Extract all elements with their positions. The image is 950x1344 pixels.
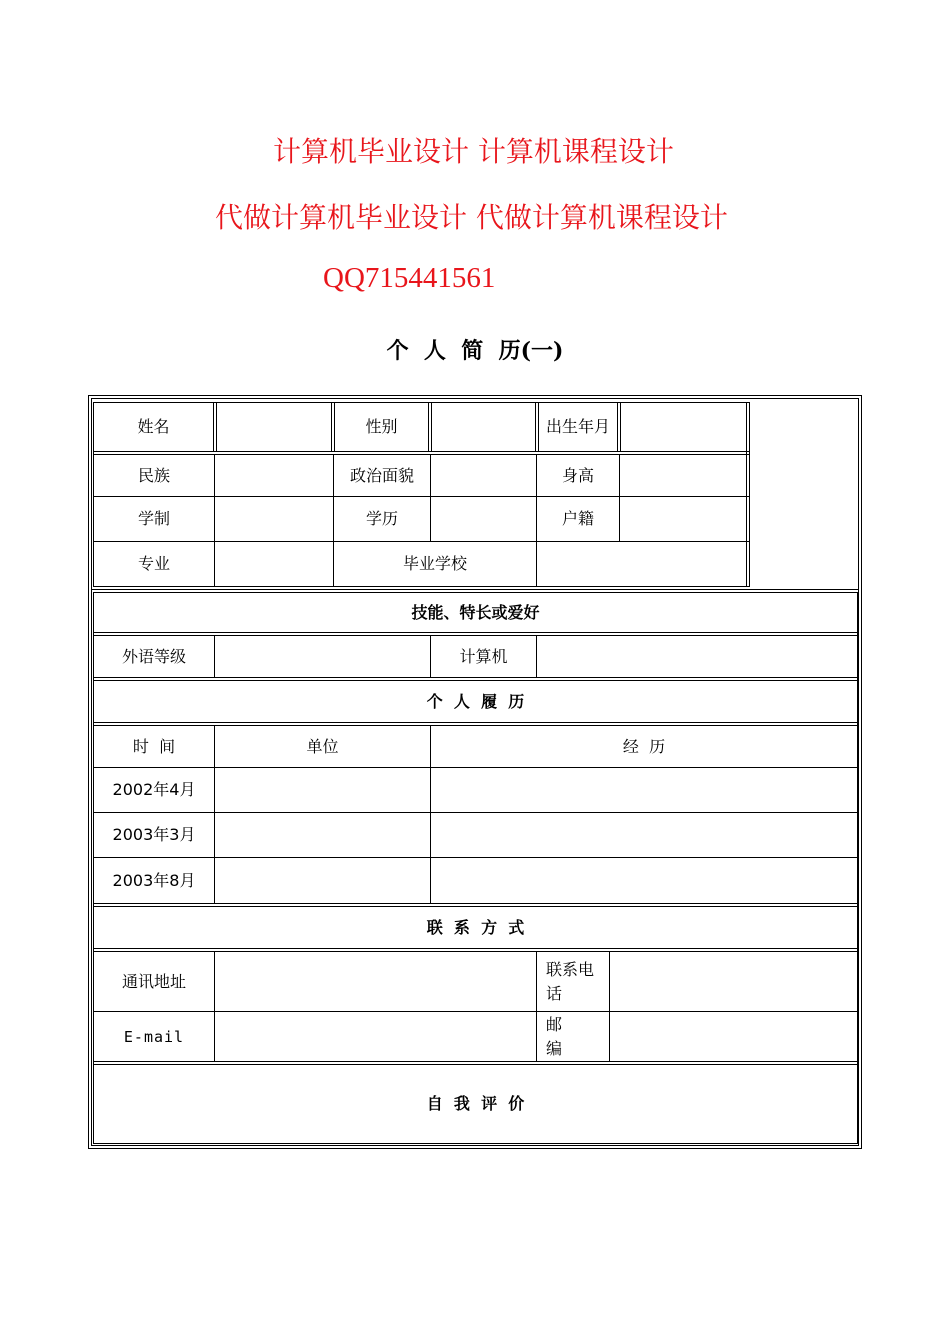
name-field[interactable] [217,403,331,451]
birth-field[interactable] [621,403,746,451]
ad-line-2: 代做计算机毕业设计 代做计算机课程设计 [215,201,728,234]
major-field[interactable] [215,542,333,586]
label-gender: 性别 [365,417,398,436]
label-political: 政治面貌 [349,465,414,485]
computer-field[interactable] [537,636,857,677]
label-education: 学历 [365,509,398,528]
history-row-time: 2003年3月 [112,825,196,844]
label-computer: 计算机 [459,646,508,666]
label-name: 姓名 [137,417,170,436]
label-major: 专业 [137,554,170,573]
history-row-exp[interactable] [431,768,857,812]
height-field[interactable] [620,455,746,496]
history-row-unit[interactable] [215,768,430,812]
ad-line-1: 计算机毕业设计 计算机课程设计 [273,135,674,168]
history-row-unit[interactable] [215,813,430,857]
resume-title: 个 人 简 历(一) [386,338,564,364]
label-hukou: 户籍 [561,509,594,528]
education-field[interactable] [431,497,536,541]
label-school: 毕业学校 [402,554,467,573]
history-row-exp[interactable] [431,813,857,857]
col-time: 时 间 [132,736,176,756]
school-field[interactable] [537,542,746,586]
history-heading: 个 人 履 历 [426,691,525,711]
history-row-exp[interactable] [431,858,857,903]
history-row-time: 2002年4月 [112,780,196,799]
self-eval-heading: 自 我 评 价 [426,1094,525,1113]
photo-area[interactable] [750,403,857,587]
phone-field[interactable] [610,952,857,1011]
language-field[interactable] [215,636,430,677]
postcode-field[interactable] [610,1012,857,1061]
label-schooling: 学制 [137,509,170,528]
label-email: E-mail [123,1027,185,1046]
schooling-field[interactable] [215,497,333,541]
skills-heading: 技能、特长或爱好 [411,602,540,622]
hukou-field[interactable] [620,497,746,541]
label-language: 外语等级 [121,646,186,666]
label-birth: 出生年月 [545,417,610,436]
ethnicity-field[interactable] [215,455,333,496]
label-postcode: 邮编 [546,1014,563,1058]
email-field[interactable] [215,1012,536,1061]
label-ethnicity: 民族 [137,465,170,485]
political-field[interactable] [431,455,536,496]
address-field[interactable] [215,952,536,1011]
label-height: 身高 [561,465,594,485]
contact-heading: 联 系 方 式 [426,917,525,937]
label-phone: 联系电话 [546,959,595,1003]
label-address: 通讯地址 [121,971,186,991]
ad-qq-line: QQ715441561 [323,262,496,294]
history-row-unit[interactable] [215,858,430,903]
gender-field[interactable] [432,403,535,451]
col-unit: 单位 [306,736,339,756]
history-row-time: 2003年8月 [112,870,196,890]
col-experience: 经 历 [622,736,666,756]
